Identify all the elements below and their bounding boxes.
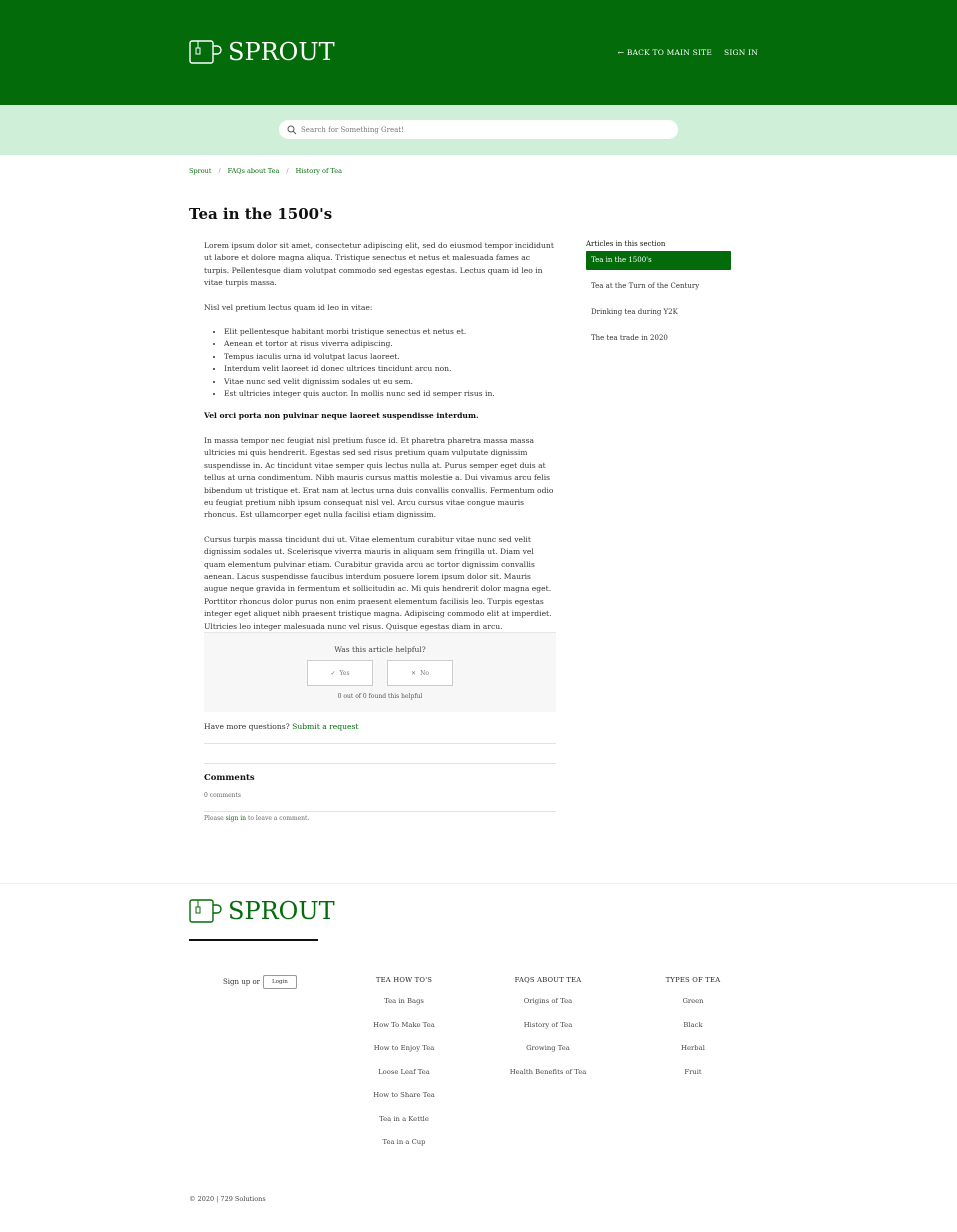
- divider: [204, 811, 556, 812]
- vote-no-button[interactable]: [387, 660, 453, 686]
- list-item: • Est ultricies integer quis auctor. In mollis nunc sed id semper risus in.: [224, 388, 556, 400]
- breadcrumb: [189, 167, 342, 175]
- vote-count: 0 out of 0 found this helpful: [337, 693, 423, 700]
- footer-link[interactable]: History of Tea: [523, 1020, 573, 1029]
- leave-comment-pre: Please: [204, 815, 224, 822]
- vote-no-label: No: [420, 669, 429, 677]
- vote-question: Was this article helpful?: [334, 645, 426, 654]
- sidebar-item-y2k[interactable]: Drinking tea during Y2K: [591, 308, 678, 316]
- copyright: © 2020 | 729 Solutions: [189, 1195, 266, 1203]
- back-to-main-site-link[interactable]: [618, 48, 712, 57]
- article-paragraph: Cursus turpis massa tincidunt dui ut. Vitae elementum curabitur vitae nunc sed velit dignissim sodales ut. Scelerisque viverra mauris in aliquam sem fringilla ut. Diam vel quam elementum pulvinar etiam. Curabitur gravida arcu ac tortor dignissim convallis aenean. Lacus suspendisse faucibus interdum posuere lorem ipsum dolor sit. Mauris augue neque gravida in fermentum et sollicitudin ac. Mi quis hendrerit dolor magna eget. Porttitor rhoncus dolor purus non enim praesent elementum facilisis leo. Turpis egestas integer eget aliquet nibh praesent tristique magna. Adipiscing commodo elit at imperdiet. Ultricies leo integer malesuada nunc vel risus. Quisque egestas diam in arcu.: [204, 534, 552, 631]
- vote-yes-button[interactable]: [307, 660, 373, 686]
- page-title: Tea in the 1500's: [189, 205, 333, 223]
- header-logo[interactable]: [189, 38, 335, 66]
- breadcrumb-separator: /: [286, 167, 289, 175]
- sign-in-link[interactable]: SIGN IN: [724, 48, 758, 57]
- back-to-main-site-label: BACK TO MAIN SITE: [626, 48, 713, 57]
- article-paragraph: In massa tempor nec feugiat nisl pretium fusce id. Et pharetra pharetra massa massa ultricies mi quis hendrerit. Egestas sed sed risus pretium quam vulputate dignissim suspendisse in. Ac tincidunt vitae semper quis lectus nulla at. Purus semper eget duis at tellus at urna condimentum. Nibh mauris cursus mattis molestie a. Dui vivamus arcu felis bibendum ut tristique et. Erat nam at lectus urna duis convallis convallis. Fermentum odio eu feugiat pretium nibh ipsum consequat nisl vel. Arcu cursus vitae congue mauris rhoncus. Est ullamcorper eget nulla facilisi etiam dignissim.: [204, 435, 554, 520]
- search-icon: [287, 125, 297, 135]
- leave-comment-post: to leave a comment.: [247, 815, 310, 822]
- sidebar-item-tea-1500s[interactable]: Tea in the 1500's: [586, 251, 731, 270]
- vote-buttons: [204, 660, 556, 686]
- footer-link[interactable]: How To Make Tea: [373, 1020, 435, 1029]
- footer-column-heading: TYPES OF TEA: [665, 976, 721, 984]
- footer-link[interactable]: Origins of Tea: [523, 997, 573, 1005]
- footer-column-faqs-about-tea: [488, 976, 608, 1090]
- footer-link[interactable]: Health Benefits of Tea: [509, 1067, 587, 1076]
- footer-link[interactable]: How to Enjoy Tea: [373, 1044, 435, 1052]
- vote-yes-label: Yes: [339, 669, 350, 677]
- search-box[interactable]: [279, 120, 678, 139]
- article-paragraph: Nisl vel pretium lectus quam id leo in vitae:: [204, 302, 373, 312]
- footer-link[interactable]: Loose Leaf Tea: [378, 1067, 430, 1076]
- submit-request-link[interactable]: Submit a request: [292, 722, 359, 731]
- comments-title: Comments: [204, 773, 255, 783]
- login-button[interactable]: Login: [263, 975, 297, 989]
- close-icon: ✕: [411, 669, 417, 677]
- footer-column-types-of-tea: [633, 976, 753, 1090]
- site-header: [0, 0, 957, 105]
- list-item: • Interdum velit laoreet id donec ultrices tincidunt arcu non.: [224, 363, 556, 375]
- more-questions: [204, 722, 358, 731]
- footer-link[interactable]: Black: [683, 1020, 703, 1029]
- footer-logo-underline: [189, 939, 318, 941]
- footer-link[interactable]: Tea in a Kettle: [379, 1114, 429, 1123]
- footer-divider: [0, 883, 957, 884]
- article-bullet-list: [204, 326, 556, 400]
- breadcrumb-history[interactable]: History of Tea: [295, 167, 342, 175]
- check-icon: ✓: [330, 669, 336, 677]
- sidebar-heading: Articles in this section: [586, 240, 666, 248]
- footer-link[interactable]: Herbal: [681, 1044, 705, 1052]
- breadcrumb-sprout[interactable]: Sprout: [189, 167, 212, 175]
- footer-signup: [223, 975, 297, 989]
- footer-link[interactable]: How to Share Tea: [373, 1091, 435, 1099]
- brand-name: SPROUT: [228, 38, 335, 66]
- article-paragraph: Lorem ipsum dolor sit amet, consectetur adipiscing elit, sed do eiusmod tempor incididunt ut labore et dolore magna aliqua. Tristique senectus et netus et malesuada fames ac turpis. Pellentesque diam volutpat commodo sed egestas egestas. Lectus quam id leo in vitae turpis massa.: [204, 241, 554, 288]
- article-body: [204, 240, 556, 645]
- sidebar-item-turn-of-century[interactable]: Tea at the Turn of the Century: [591, 282, 700, 290]
- footer-link[interactable]: Fruit: [684, 1067, 702, 1076]
- more-questions-text: Have more questions?: [204, 722, 290, 731]
- teacup-icon: [189, 897, 223, 925]
- article-vote: [204, 632, 556, 712]
- breadcrumb-faqs[interactable]: FAQs about Tea: [227, 167, 280, 175]
- footer-logo[interactable]: [189, 897, 335, 925]
- comment-sign-in-link[interactable]: sign in: [225, 815, 247, 822]
- footer-link[interactable]: Tea in Bags: [384, 997, 424, 1005]
- list-item: • Aenean et tortor at risus viverra adipiscing.: [224, 338, 556, 350]
- divider: [204, 743, 556, 744]
- footer-column-heading: TEA HOW TO'S: [375, 976, 433, 984]
- comments-count: 0 comments: [204, 792, 241, 799]
- teacup-icon: [189, 38, 223, 66]
- footer-column-tea-how-tos: [344, 976, 464, 1161]
- list-item: • Vitae nunc sed velit dignissim sodales ut eu sem.: [224, 376, 556, 388]
- footer-link[interactable]: Growing Tea: [526, 1044, 570, 1052]
- divider: [204, 763, 556, 764]
- footer-link[interactable]: Green: [682, 997, 704, 1005]
- articles-sidebar: [586, 240, 731, 355]
- arrow-left-icon: ←: [617, 48, 625, 57]
- list-item: • Tempus iaculis urna id volutpat lacus laoreet.: [224, 351, 556, 363]
- breadcrumb-separator: /: [218, 167, 221, 175]
- list-item: • Elit pellentesque habitant morbi tristique senectus et netus et.: [224, 326, 556, 338]
- article-bold-paragraph: Vel orci porta non pulvinar neque laoreet suspendisse interdum.: [204, 411, 479, 421]
- footer-brand-name: SPROUT: [228, 897, 335, 925]
- header-nav: [618, 48, 758, 57]
- search-input[interactable]: [301, 126, 661, 134]
- sidebar-item-tea-trade-2020[interactable]: The tea trade in 2020: [591, 334, 668, 342]
- footer-link[interactable]: Tea in a Cup: [382, 1138, 426, 1146]
- leave-comment-notice: [204, 815, 309, 822]
- signup-text[interactable]: Sign up or: [223, 978, 261, 986]
- footer-column-heading: FAQS ABOUT TEA: [514, 976, 582, 984]
